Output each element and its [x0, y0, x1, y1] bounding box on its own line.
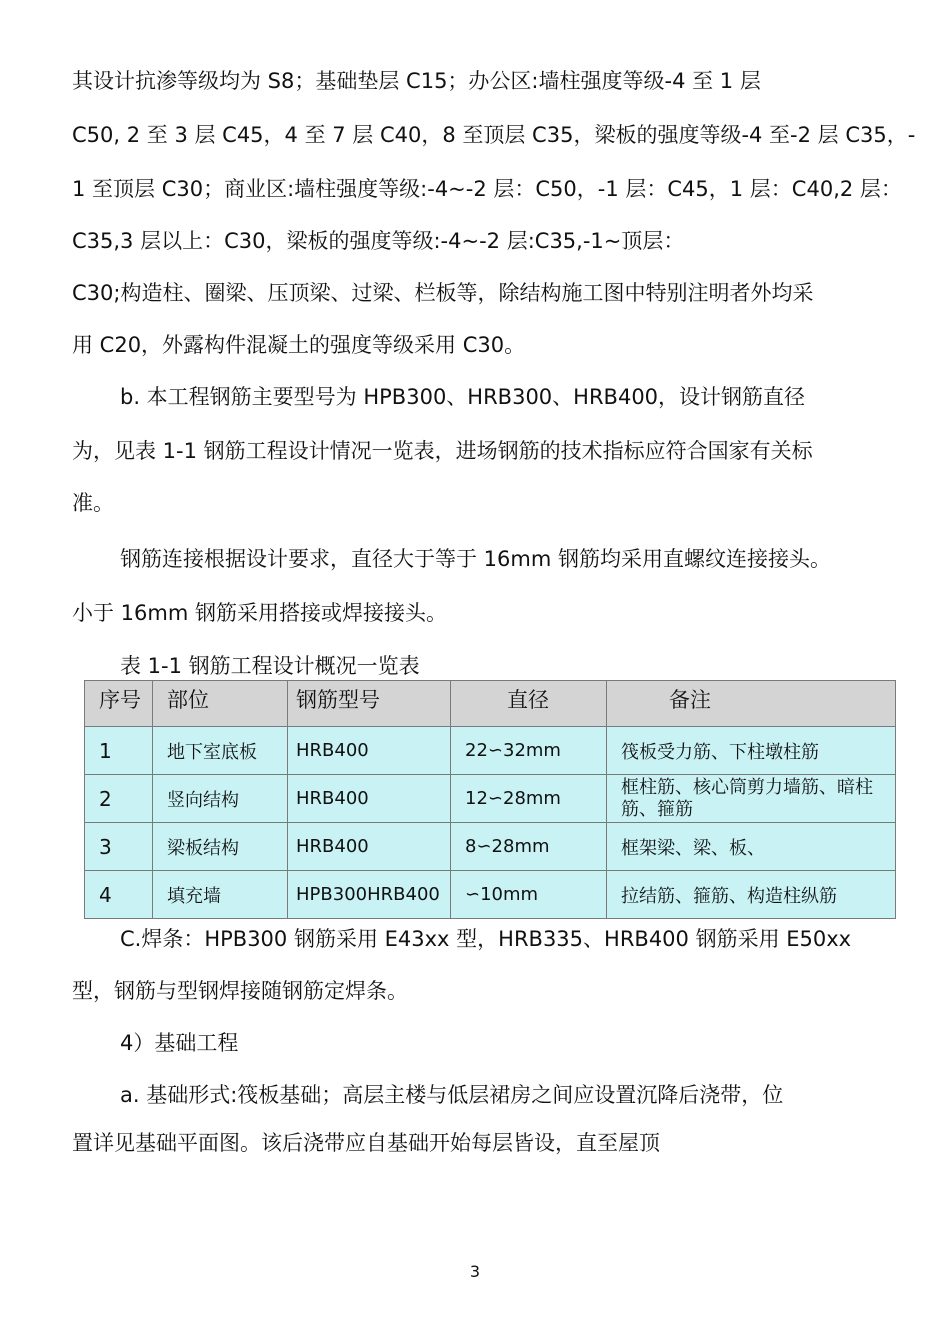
- paragraph-line: 小于 16mm 钢筋采用搭接或焊接接头。: [72, 601, 447, 625]
- header-seq: 序号: [85, 681, 153, 727]
- cell-part: 梁板结构: [153, 823, 288, 871]
- table-row: [85, 871, 896, 919]
- page-number: 3: [469, 1262, 481, 1281]
- paragraph-line: 准。: [72, 491, 114, 515]
- paragraph-line: C50, 2 至 3 层 C45，4 至 7 层 C40，8 至顶层 C35，梁板的强度等级-4 至-2 层 C35，-: [72, 123, 916, 147]
- cell-seq: 1: [85, 727, 153, 775]
- cell-note: 拉结筋、箍筋、构造柱纵筋: [607, 871, 896, 919]
- table-caption: 表 1-1 钢筋工程设计概况一览表: [120, 654, 420, 678]
- cell-part: 填充墙: [153, 871, 288, 919]
- cell-diameter: 22∽32mm: [451, 727, 607, 775]
- cell-note: 筏板受力筋、下柱墩柱筋: [607, 727, 896, 775]
- paragraph-line: C.焊条：HPB300 钢筋采用 E43xx 型，HRB335、HRB400 钢筋采用 E50xx: [120, 927, 852, 951]
- table-row: [85, 775, 896, 823]
- cell-type: HRB400: [288, 823, 451, 871]
- header-note: 备注: [607, 681, 896, 727]
- paragraph-line: 1 至顶层 C30；商业区:墙柱强度等级:-4~-2 层：C50，-1 层：C45，1 层：C40,2 层：: [72, 177, 902, 201]
- cell-diameter: ∽10mm: [451, 871, 607, 919]
- header-type: 钢筋型号: [288, 681, 451, 727]
- rebar-design-table: [84, 680, 896, 919]
- paragraph-line: 型，钢筋与型钢焊接随钢筋定焊条。: [72, 979, 408, 1003]
- cell-type: HRB400: [288, 775, 451, 823]
- paragraph-line: 其设计抗渗等级均为 S8；基础垫层 C15；办公区:墙柱强度等级-4 至 1 层: [72, 69, 761, 93]
- paragraph-line: C30;构造柱、圈梁、压顶梁、过梁、栏板等，除结构施工图中特别注明者外均采: [72, 281, 814, 305]
- cell-part: 地下室底板: [153, 727, 288, 775]
- cell-diameter: 8∽28mm: [451, 823, 607, 871]
- section-heading: 4）基础工程: [120, 1031, 239, 1055]
- cell-seq: 4: [85, 871, 153, 919]
- paragraph-line: a. 基础形式:筏板基础；高层主楼与低层裙房之间应设置沉降后浇带，位: [120, 1083, 784, 1107]
- table-row: [85, 823, 896, 871]
- paragraph-line: 置详见基础平面图。该后浇带应自基础开始每层皆设，直至屋顶: [72, 1131, 660, 1155]
- paragraph-line: 为，见表 1-1 钢筋工程设计情况一览表，进场钢筋的技术指标应符合国家有关标: [72, 439, 813, 463]
- cell-note: 框架梁、梁、板、: [607, 823, 896, 871]
- paragraph-line: 用 C20，外露构件混凝土的强度等级采用 C30。: [72, 333, 526, 357]
- header-diameter: 直径: [451, 681, 607, 727]
- cell-type: HRB400: [288, 727, 451, 775]
- cell-diameter: 12∽28mm: [451, 775, 607, 823]
- cell-note-wrapper: [607, 775, 896, 823]
- paragraph-line: C35,3 层以上：C30，梁板的强度等级:-4~-2 层:C35,-1~顶层：: [72, 229, 685, 253]
- header-part: 部位: [153, 681, 288, 727]
- cell-part: 竖向结构: [153, 775, 288, 823]
- table-header-row: [85, 681, 896, 727]
- cell-seq: 3: [85, 823, 153, 871]
- paragraph-line: 钢筋连接根据设计要求，直径大于等于 16mm 钢筋均采用直螺纹连接接头。: [120, 547, 831, 571]
- cell-type: HPB300HRB400: [288, 871, 451, 919]
- paragraph-line: b. 本工程钢筋主要型号为 HPB300、HRB300、HRB400，设计钢筋直径: [120, 385, 806, 409]
- cell-note: 框柱筋、核心筒剪力墙筋、暗柱筋、箍筋: [621, 776, 873, 820]
- table-row: [85, 727, 896, 775]
- cell-seq: 2: [85, 775, 153, 823]
